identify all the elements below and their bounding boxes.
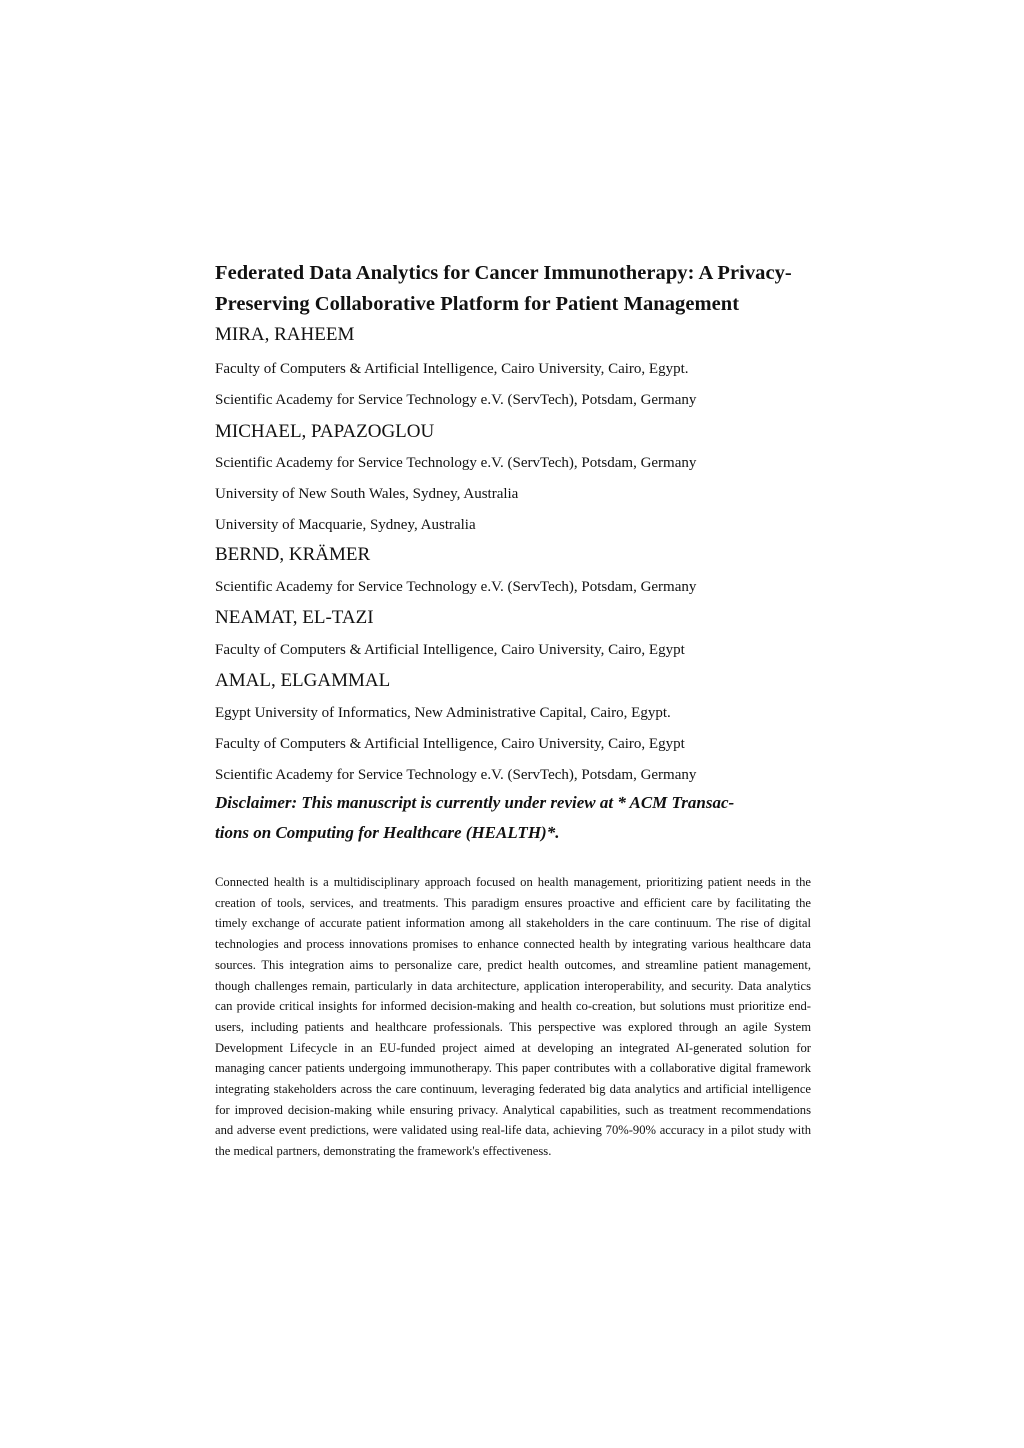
abstract-text: Connected health is a multidisciplinary approach focused on health management, prioritizing patient needs in the creation of tools, services, and treatments. This paradigm ensures proactive and efficient care by facilitating the timely exchange of accurate patient information among all stakeholders in the care continuum. The rise of digital technologies and process innovations promises to enhance connected health by integrating various healthcare data sources. This integration aims to personalize care, predict health outcomes, and streamline patient management, though challenges remain, particularly in data architecture, application interoperability, and security. Data analytics can provide critical insights for informed decision-making and health co-creation, but solutions must prioritize end-users, including patients and healthcare professionals. This perspective was explored through an agile System Development Lifecycle in an EU-funded project aimed at developing an integrated AI-generated solution for managing cancer patients undergoing immunotherapy. This paper contributes with a collaborative digital framework integrating stakeholders across the care continuum, leveraging federated big data analytics and artificial intelligence for improved decision-making while ensuring privacy. Analytical capabilities, such as treatment recommendations and adverse event predictions, were validated using real-life data, achieving 70%-90% accuracy in a pilot study with the medical partners, demonstrating the framework's effectiveness.: [215, 875, 811, 1159]
author-name: AMAL, ELGAMMAL: [215, 670, 391, 691]
author-affiliation: Faculty of Computers & Artificial Intelligence, Cairo University, Cairo, Egypt: [215, 642, 685, 658]
author-name: BERND, KRÄMER: [215, 544, 371, 565]
author-affiliation: Scientific Academy for Service Technology e.V. (ServTech), Potsdam, Germany: [215, 767, 697, 783]
author-affiliation: University of Macquarie, Sydney, Australia: [215, 517, 476, 533]
paper-title: [215, 258, 811, 320]
author-name: MICHAEL, PAPAZOGLOU: [215, 421, 435, 442]
author-name: MIRA, RAHEEM: [215, 324, 355, 345]
author-affiliation: Scientific Academy for Service Technology e.V. (ServTech), Potsdam, Germany: [215, 392, 697, 408]
author-affiliation: University of New South Wales, Sydney, Australia: [215, 486, 519, 502]
paper-front-page: [215, 258, 811, 1162]
author-affiliation: Egypt University of Informatics, New Administrative Capital, Cairo, Egypt.: [215, 705, 671, 721]
author-affiliation: Faculty of Computers & Artificial Intelligence, Cairo University, Cairo, Egypt.: [215, 361, 689, 377]
title-line-1: Federated Data Analytics for Cancer Immunotherapy: A Privacy-: [215, 262, 792, 284]
author-affiliation: Scientific Academy for Service Technology e.V. (ServTech), Potsdam, Germany: [215, 579, 697, 595]
author-affiliation: Faculty of Computers & Artificial Intelligence, Cairo University, Cairo, Egypt: [215, 736, 685, 752]
author-name: NEAMAT, EL-TAZI: [215, 607, 374, 628]
review-disclaimer: Disclaimer: This manuscript is currently under review at * ACM Transactions on Computing for Healthcare (HEALTH)*.: [215, 793, 735, 842]
author-affiliation: Scientific Academy for Service Technology e.V. (ServTech), Potsdam, Germany: [215, 455, 697, 471]
title-line-2: Preserving Collaborative Platform for Patient Management: [215, 293, 740, 315]
